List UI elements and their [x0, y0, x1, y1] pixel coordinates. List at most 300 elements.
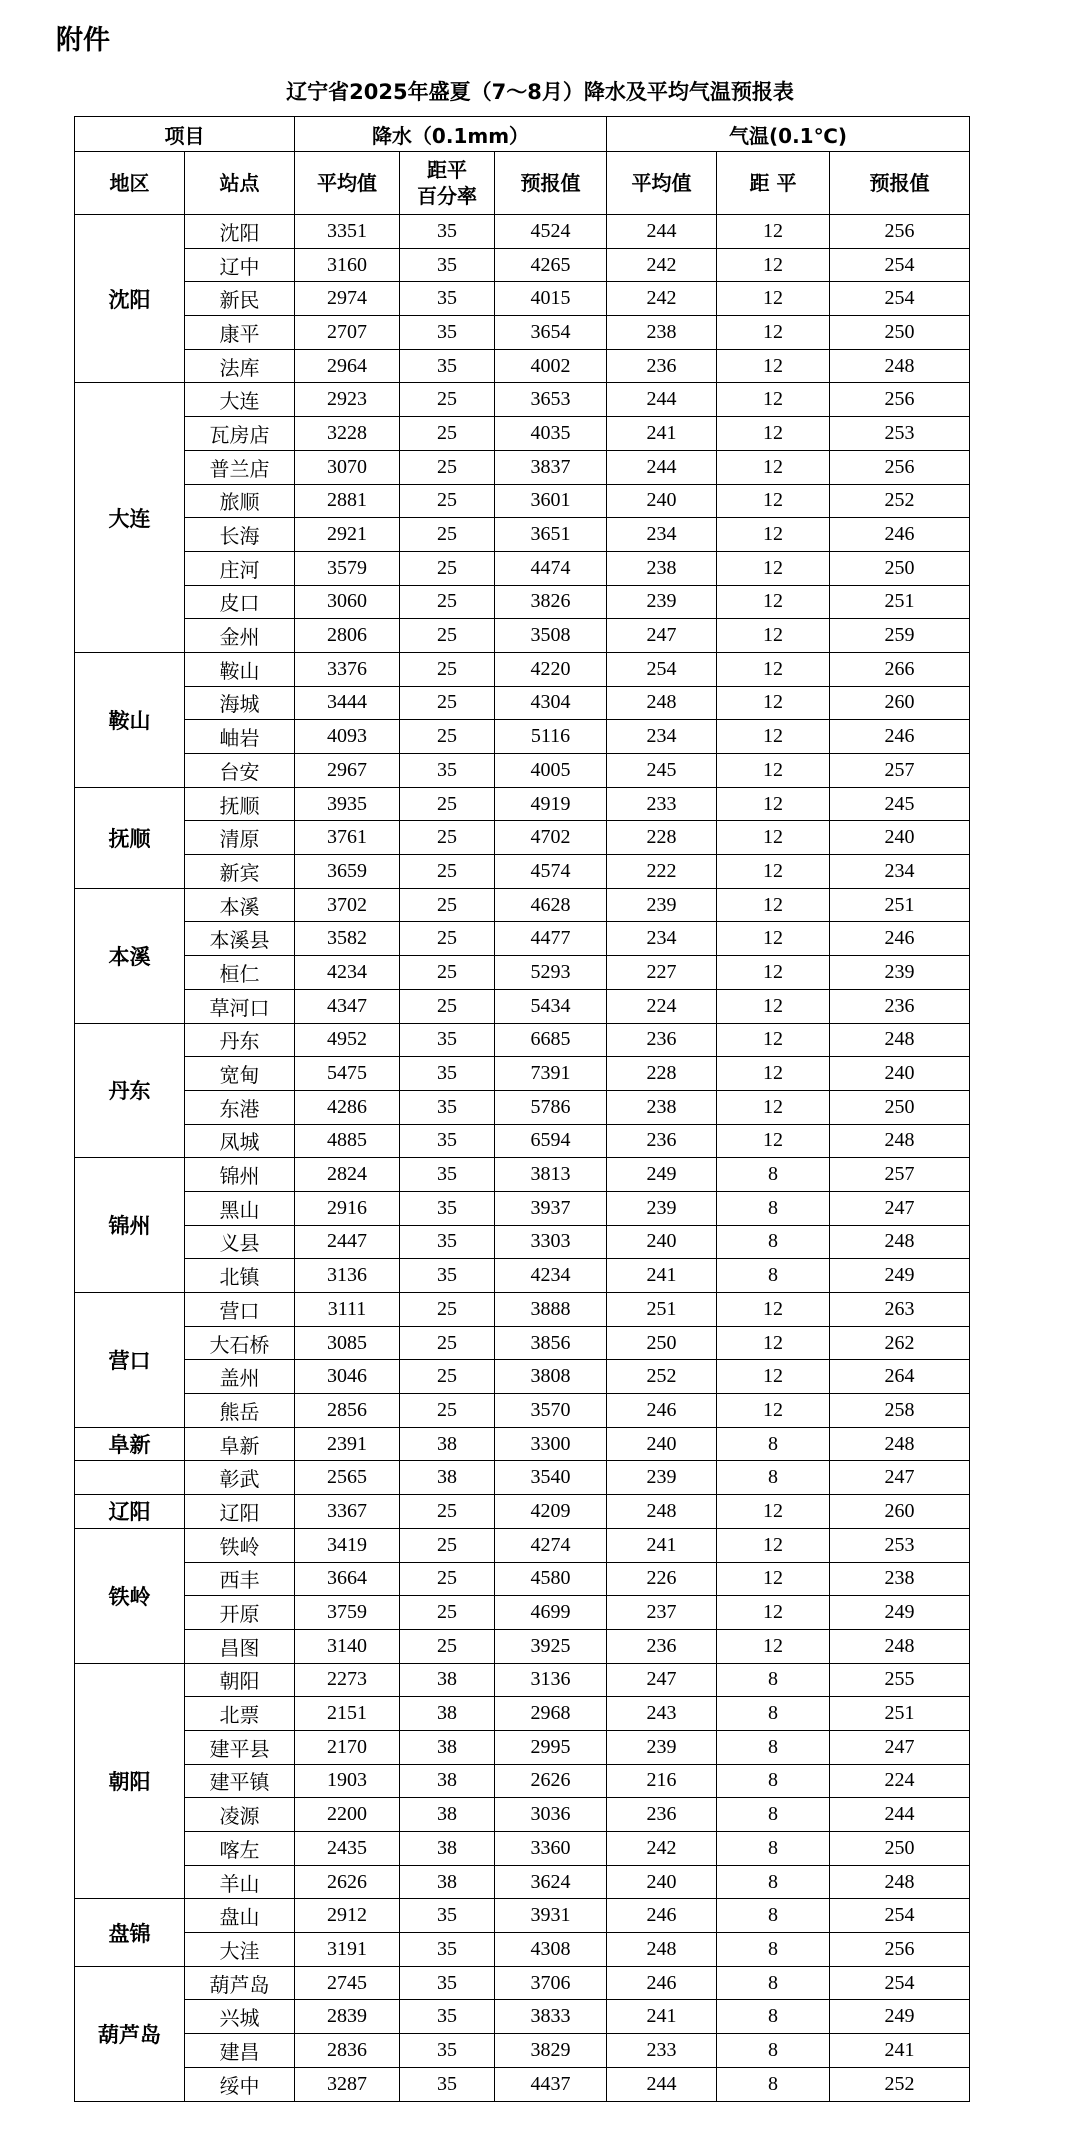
header-station: 站点 [185, 152, 295, 215]
station-cell: 普兰店 [185, 450, 295, 484]
temp-dev-cell: 12 [717, 518, 830, 552]
precip-avg-cell: 3419 [295, 1528, 400, 1562]
table-row [75, 417, 970, 451]
table-row [75, 1596, 970, 1630]
precip-forecast-cell: 4015 [495, 282, 607, 316]
temp-dev-cell: 12 [717, 922, 830, 956]
temp-dev-cell: 8 [717, 1798, 830, 1832]
station-cell: 羊山 [185, 1865, 295, 1899]
temp-avg-cell: 238 [607, 551, 717, 585]
precip-avg-cell: 3659 [295, 855, 400, 889]
station-cell: 本溪 [185, 888, 295, 922]
temp-avg-cell: 241 [607, 1528, 717, 1562]
precip-forecast-cell: 4274 [495, 1528, 607, 1562]
temp-forecast-cell: 253 [830, 417, 970, 451]
header-precip-dev-line2: 百分率 [417, 184, 477, 208]
temp-forecast-cell: 248 [830, 1124, 970, 1158]
precip-avg-cell: 3367 [295, 1495, 400, 1529]
region-cell: 营口 [75, 1293, 185, 1428]
temp-forecast-cell: 255 [830, 1663, 970, 1697]
precip-dev-cell: 35 [400, 1225, 495, 1259]
table-row [75, 1057, 970, 1091]
station-cell: 康平 [185, 316, 295, 350]
temp-avg-cell: 241 [607, 1259, 717, 1293]
precip-forecast-cell: 3925 [495, 1629, 607, 1663]
temp-forecast-cell: 251 [830, 585, 970, 619]
table-row [75, 720, 970, 754]
table-row [75, 484, 970, 518]
station-cell: 营口 [185, 1293, 295, 1327]
document-title: 辽宁省2025年盛夏（7～8月）降水及平均气温预报表 [286, 80, 794, 104]
temp-dev-cell: 12 [717, 787, 830, 821]
precip-forecast-cell: 3813 [495, 1158, 607, 1192]
precip-avg-cell: 3582 [295, 922, 400, 956]
temp-forecast-cell: 248 [830, 1225, 970, 1259]
precip-avg-cell: 2974 [295, 282, 400, 316]
precip-dev-cell: 25 [400, 1495, 495, 1529]
header-temp-group: 气温(0.1℃) [607, 117, 970, 152]
temp-dev-cell: 12 [717, 652, 830, 686]
precip-avg-cell: 2806 [295, 619, 400, 653]
temp-forecast-cell: 254 [830, 282, 970, 316]
precip-dev-cell: 25 [400, 1293, 495, 1327]
temp-dev-cell: 12 [717, 1057, 830, 1091]
table-row [75, 1158, 970, 1192]
table-row [75, 248, 970, 282]
temp-avg-cell: 228 [607, 1057, 717, 1091]
precip-dev-cell: 25 [400, 855, 495, 889]
temp-dev-cell: 8 [717, 1865, 830, 1899]
station-cell: 彰武 [185, 1461, 295, 1495]
precip-dev-cell: 38 [400, 1865, 495, 1899]
precip-dev-cell: 38 [400, 1427, 495, 1461]
temp-forecast-cell: 256 [830, 215, 970, 249]
precip-forecast-cell: 4265 [495, 248, 607, 282]
temp-forecast-cell: 248 [830, 349, 970, 383]
temp-dev-cell: 12 [717, 551, 830, 585]
table-row [75, 922, 970, 956]
precip-avg-cell: 2565 [295, 1461, 400, 1495]
table-row [75, 1495, 970, 1529]
precip-avg-cell: 2921 [295, 518, 400, 552]
precip-avg-cell: 2151 [295, 1697, 400, 1731]
temp-avg-cell: 226 [607, 1562, 717, 1596]
precip-forecast-cell: 3837 [495, 450, 607, 484]
precip-dev-cell: 25 [400, 888, 495, 922]
temp-dev-cell: 8 [717, 1697, 830, 1731]
precip-forecast-cell: 4474 [495, 551, 607, 585]
station-cell: 西丰 [185, 1562, 295, 1596]
temp-dev-cell: 12 [717, 585, 830, 619]
precip-forecast-cell: 3601 [495, 484, 607, 518]
temp-dev-cell: 12 [717, 1023, 830, 1057]
temp-forecast-cell: 224 [830, 1764, 970, 1798]
precip-forecast-cell: 3624 [495, 1865, 607, 1899]
precip-dev-cell: 35 [400, 316, 495, 350]
temp-dev-cell: 8 [717, 1158, 830, 1192]
precip-avg-cell: 4286 [295, 1090, 400, 1124]
temp-dev-cell: 8 [717, 1461, 830, 1495]
table-row [75, 316, 970, 350]
temp-forecast-cell: 238 [830, 1562, 970, 1596]
station-cell: 锦州 [185, 1158, 295, 1192]
precip-dev-cell: 25 [400, 484, 495, 518]
precip-dev-cell: 35 [400, 1191, 495, 1225]
region-cell: 盘锦 [75, 1899, 185, 1966]
temp-avg-cell: 239 [607, 1461, 717, 1495]
precip-forecast-cell: 3808 [495, 1360, 607, 1394]
station-cell: 大洼 [185, 1933, 295, 1967]
precip-dev-cell: 35 [400, 1933, 495, 1967]
temp-avg-cell: 248 [607, 1495, 717, 1529]
precip-avg-cell: 3136 [295, 1259, 400, 1293]
temp-dev-cell: 8 [717, 1259, 830, 1293]
precip-forecast-cell: 4308 [495, 1933, 607, 1967]
station-cell: 义县 [185, 1225, 295, 1259]
precip-avg-cell: 3761 [295, 821, 400, 855]
station-cell: 凤城 [185, 1124, 295, 1158]
precip-avg-cell: 3228 [295, 417, 400, 451]
temp-forecast-cell: 248 [830, 1629, 970, 1663]
temp-forecast-cell: 257 [830, 754, 970, 788]
temp-dev-cell: 12 [717, 619, 830, 653]
temp-forecast-cell: 247 [830, 1461, 970, 1495]
precip-dev-cell: 25 [400, 450, 495, 484]
station-cell: 辽阳 [185, 1495, 295, 1529]
precip-avg-cell: 3287 [295, 2067, 400, 2101]
table-row [75, 956, 970, 990]
temp-forecast-cell: 250 [830, 1090, 970, 1124]
precip-dev-cell: 25 [400, 1562, 495, 1596]
temp-forecast-cell: 256 [830, 1933, 970, 1967]
precip-avg-cell: 2923 [295, 383, 400, 417]
precip-avg-cell: 3160 [295, 248, 400, 282]
table-row [75, 551, 970, 585]
temp-avg-cell: 241 [607, 417, 717, 451]
table-row [75, 1259, 970, 1293]
precip-dev-cell: 38 [400, 1730, 495, 1764]
temp-avg-cell: 243 [607, 1697, 717, 1731]
temp-forecast-cell: 260 [830, 1495, 970, 1529]
temp-avg-cell: 247 [607, 1663, 717, 1697]
precip-forecast-cell: 3654 [495, 316, 607, 350]
precip-avg-cell: 4952 [295, 1023, 400, 1057]
temp-avg-cell: 234 [607, 518, 717, 552]
temp-forecast-cell: 263 [830, 1293, 970, 1327]
table-row [75, 518, 970, 552]
station-cell: 葫芦岛 [185, 1966, 295, 2000]
station-cell: 岫岩 [185, 720, 295, 754]
precip-forecast-cell: 3651 [495, 518, 607, 552]
station-cell: 长海 [185, 518, 295, 552]
precip-forecast-cell: 4574 [495, 855, 607, 889]
precip-avg-cell: 3140 [295, 1629, 400, 1663]
table-row [75, 1191, 970, 1225]
temp-forecast-cell: 241 [830, 2034, 970, 2068]
precip-forecast-cell: 4919 [495, 787, 607, 821]
temp-avg-cell: 237 [607, 1596, 717, 1630]
temp-avg-cell: 245 [607, 754, 717, 788]
header-precip-avg: 平均值 [295, 152, 400, 215]
temp-avg-cell: 246 [607, 1394, 717, 1428]
temp-dev-cell: 12 [717, 821, 830, 855]
precip-dev-cell: 25 [400, 417, 495, 451]
region-cell: 阜新 [75, 1427, 185, 1461]
precip-forecast-cell: 2968 [495, 1697, 607, 1731]
precip-dev-cell: 25 [400, 652, 495, 686]
temp-forecast-cell: 264 [830, 1360, 970, 1394]
temp-avg-cell: 242 [607, 1832, 717, 1866]
precip-forecast-cell: 3931 [495, 1899, 607, 1933]
temp-avg-cell: 238 [607, 316, 717, 350]
temp-avg-cell: 236 [607, 1023, 717, 1057]
precip-avg-cell: 3191 [295, 1933, 400, 1967]
precip-avg-cell: 4885 [295, 1124, 400, 1158]
precip-forecast-cell: 3856 [495, 1326, 607, 1360]
station-cell: 阜新 [185, 1427, 295, 1461]
table-row [75, 1225, 970, 1259]
precip-forecast-cell: 4477 [495, 922, 607, 956]
region-cell: 抚顺 [75, 787, 185, 888]
precip-forecast-cell: 3540 [495, 1461, 607, 1495]
precip-dev-cell: 25 [400, 551, 495, 585]
precip-avg-cell: 2707 [295, 316, 400, 350]
station-cell: 桓仁 [185, 956, 295, 990]
temp-dev-cell: 12 [717, 1090, 830, 1124]
precip-dev-cell: 38 [400, 1764, 495, 1798]
table-row [75, 2000, 970, 2034]
table-row [75, 383, 970, 417]
temp-avg-cell: 240 [607, 1865, 717, 1899]
precip-dev-cell: 35 [400, 1259, 495, 1293]
station-cell: 东港 [185, 1090, 295, 1124]
region-cell: 本溪 [75, 888, 185, 1023]
precip-avg-cell: 3376 [295, 652, 400, 686]
temp-dev-cell: 12 [717, 1394, 830, 1428]
station-cell: 旅顺 [185, 484, 295, 518]
header-temp-forecast: 预报值 [830, 152, 970, 215]
temp-forecast-cell: 262 [830, 1326, 970, 1360]
precip-dev-cell: 25 [400, 1394, 495, 1428]
precip-avg-cell: 2856 [295, 1394, 400, 1428]
precip-dev-cell: 35 [400, 1966, 495, 2000]
temp-dev-cell: 12 [717, 248, 830, 282]
temp-dev-cell: 12 [717, 720, 830, 754]
station-cell: 大石桥 [185, 1326, 295, 1360]
precip-forecast-cell: 3653 [495, 383, 607, 417]
temp-dev-cell: 12 [717, 450, 830, 484]
precip-avg-cell: 2391 [295, 1427, 400, 1461]
temp-dev-cell: 12 [717, 282, 830, 316]
temp-forecast-cell: 250 [830, 1832, 970, 1866]
temp-dev-cell: 8 [717, 1663, 830, 1697]
precip-dev-cell: 35 [400, 2000, 495, 2034]
station-cell: 熊岳 [185, 1394, 295, 1428]
precip-dev-cell: 38 [400, 1798, 495, 1832]
region-cell: 辽阳 [75, 1495, 185, 1529]
temp-avg-cell: 239 [607, 1730, 717, 1764]
station-cell: 沈阳 [185, 215, 295, 249]
precip-dev-cell: 25 [400, 1629, 495, 1663]
temp-avg-cell: 228 [607, 821, 717, 855]
temp-avg-cell: 222 [607, 855, 717, 889]
temp-avg-cell: 236 [607, 349, 717, 383]
region-cell [75, 1461, 185, 1495]
temp-forecast-cell: 246 [830, 518, 970, 552]
precip-avg-cell: 2745 [295, 1966, 400, 2000]
precip-forecast-cell: 3829 [495, 2034, 607, 2068]
temp-forecast-cell: 245 [830, 787, 970, 821]
precip-dev-cell: 35 [400, 1090, 495, 1124]
temp-avg-cell: 247 [607, 619, 717, 653]
station-cell: 建昌 [185, 2034, 295, 2068]
station-cell: 开原 [185, 1596, 295, 1630]
station-cell: 兴城 [185, 2000, 295, 2034]
station-cell: 台安 [185, 754, 295, 788]
table-row [75, 821, 970, 855]
temp-dev-cell: 12 [717, 316, 830, 350]
precip-dev-cell: 25 [400, 1326, 495, 1360]
precip-forecast-cell: 4628 [495, 888, 607, 922]
temp-avg-cell: 239 [607, 888, 717, 922]
precip-avg-cell: 2912 [295, 1899, 400, 1933]
temp-dev-cell: 12 [717, 1528, 830, 1562]
forecast-table [74, 116, 970, 2102]
station-cell: 大连 [185, 383, 295, 417]
temp-avg-cell: 216 [607, 1764, 717, 1798]
table-row [75, 888, 970, 922]
precip-forecast-cell: 3303 [495, 1225, 607, 1259]
temp-dev-cell: 12 [717, 1124, 830, 1158]
header-precip-forecast: 预报值 [495, 152, 607, 215]
table-row [75, 585, 970, 619]
station-cell: 辽中 [185, 248, 295, 282]
station-cell: 宽甸 [185, 1057, 295, 1091]
precip-forecast-cell: 3937 [495, 1191, 607, 1225]
station-cell: 盖州 [185, 1360, 295, 1394]
temp-dev-cell: 12 [717, 1293, 830, 1327]
temp-forecast-cell: 246 [830, 720, 970, 754]
precip-forecast-cell: 6594 [495, 1124, 607, 1158]
precip-dev-cell: 38 [400, 1461, 495, 1495]
temp-dev-cell: 12 [717, 686, 830, 720]
temp-dev-cell: 12 [717, 1596, 830, 1630]
precip-dev-cell: 38 [400, 1697, 495, 1731]
temp-forecast-cell: 234 [830, 855, 970, 889]
header-temp-dev: 距 平 [717, 152, 830, 215]
precip-dev-cell: 35 [400, 1124, 495, 1158]
temp-avg-cell: 248 [607, 1933, 717, 1967]
table-row [75, 1730, 970, 1764]
station-cell: 法库 [185, 349, 295, 383]
table-body [75, 215, 970, 2102]
table-row [75, 215, 970, 249]
temp-forecast-cell: 252 [830, 2067, 970, 2101]
temp-forecast-cell: 259 [830, 619, 970, 653]
precip-avg-cell: 5475 [295, 1057, 400, 1091]
temp-dev-cell: 12 [717, 855, 830, 889]
station-cell: 盘山 [185, 1899, 295, 1933]
temp-forecast-cell: 248 [830, 1023, 970, 1057]
precip-avg-cell: 3664 [295, 1562, 400, 1596]
precip-avg-cell: 2964 [295, 349, 400, 383]
header-precip-dev-line1: 距平 [427, 158, 467, 182]
table-row [75, 686, 970, 720]
temp-dev-cell: 8 [717, 1225, 830, 1259]
precip-dev-cell: 35 [400, 1158, 495, 1192]
table-row [75, 1629, 970, 1663]
precip-forecast-cell: 5293 [495, 956, 607, 990]
precip-forecast-cell: 3360 [495, 1832, 607, 1866]
precip-dev-cell: 35 [400, 1899, 495, 1933]
temp-avg-cell: 224 [607, 989, 717, 1023]
temp-dev-cell: 8 [717, 1966, 830, 2000]
header-precip-group: 降水（0.1mm） [295, 117, 607, 152]
precip-avg-cell: 2839 [295, 2000, 400, 2034]
station-cell: 清原 [185, 821, 295, 855]
table-row [75, 1326, 970, 1360]
region-cell: 丹东 [75, 1023, 185, 1158]
station-cell: 建平镇 [185, 1764, 295, 1798]
precip-avg-cell: 2824 [295, 1158, 400, 1192]
station-cell: 新宾 [185, 855, 295, 889]
station-cell: 本溪县 [185, 922, 295, 956]
station-cell: 庄河 [185, 551, 295, 585]
precip-forecast-cell: 5116 [495, 720, 607, 754]
temp-dev-cell: 8 [717, 1832, 830, 1866]
temp-forecast-cell: 248 [830, 1427, 970, 1461]
temp-avg-cell: 240 [607, 1225, 717, 1259]
header-temp-avg: 平均值 [607, 152, 717, 215]
attachment-label: 附件 [56, 25, 110, 56]
precip-dev-cell: 35 [400, 1057, 495, 1091]
temp-dev-cell: 12 [717, 1326, 830, 1360]
table-row [75, 619, 970, 653]
temp-forecast-cell: 257 [830, 1158, 970, 1192]
region-cell: 鞍山 [75, 652, 185, 787]
temp-forecast-cell: 251 [830, 888, 970, 922]
precip-dev-cell: 25 [400, 720, 495, 754]
temp-forecast-cell: 266 [830, 652, 970, 686]
station-cell: 凌源 [185, 1798, 295, 1832]
temp-forecast-cell: 244 [830, 1798, 970, 1832]
temp-forecast-cell: 247 [830, 1730, 970, 1764]
temp-avg-cell: 234 [607, 720, 717, 754]
precip-dev-cell: 25 [400, 383, 495, 417]
temp-forecast-cell: 247 [830, 1191, 970, 1225]
precip-forecast-cell: 4209 [495, 1495, 607, 1529]
table-row [75, 1832, 970, 1866]
temp-forecast-cell: 252 [830, 484, 970, 518]
temp-forecast-cell: 258 [830, 1394, 970, 1428]
precip-avg-cell: 3351 [295, 215, 400, 249]
temp-avg-cell: 244 [607, 450, 717, 484]
temp-avg-cell: 240 [607, 1427, 717, 1461]
precip-avg-cell: 3579 [295, 551, 400, 585]
precip-dev-cell: 25 [400, 922, 495, 956]
precip-avg-cell: 2435 [295, 1832, 400, 1866]
temp-avg-cell: 233 [607, 2034, 717, 2068]
temp-forecast-cell: 246 [830, 922, 970, 956]
precip-dev-cell: 35 [400, 2034, 495, 2068]
precip-avg-cell: 3935 [295, 787, 400, 821]
temp-dev-cell: 8 [717, 1933, 830, 1967]
temp-avg-cell: 248 [607, 686, 717, 720]
precip-forecast-cell: 3036 [495, 1798, 607, 1832]
precip-forecast-cell: 7391 [495, 1057, 607, 1091]
station-cell: 铁岭 [185, 1528, 295, 1562]
temp-dev-cell: 12 [717, 1360, 830, 1394]
